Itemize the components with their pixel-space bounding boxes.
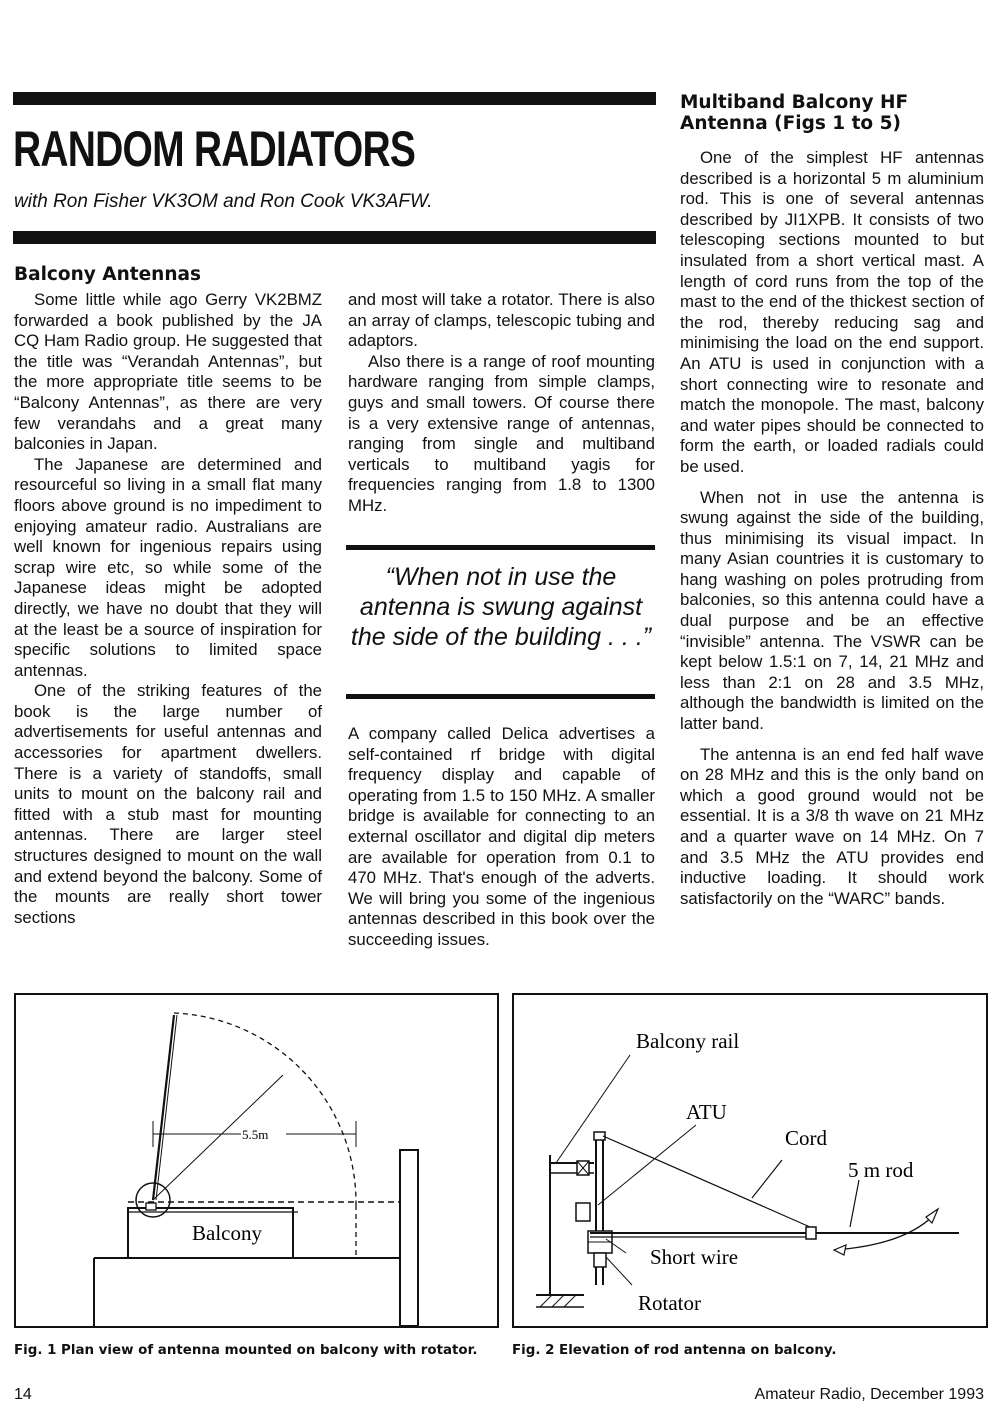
fig1-balcony-label: Balcony — [192, 1221, 262, 1245]
pull-quote: “When not in use the antenna is swung against the side of the building . . .” — [350, 563, 652, 651]
col2-paragraph-3: A company called Delica advertises a self-contained rf bridge with digital frequency display and capable of operating from 1.5 to 150 MHz. A smaller bridge is available for connecting to an external oscillator and digital dip meters are available for operation from 0.1 to 470 MHz. That's enough of the adverts. We will bring you some of the ingenious antennas described in this book over the succeeding issues. — [348, 724, 655, 949]
section-heading-balcony-antennas: Balcony Antennas — [14, 264, 201, 285]
col2-paragraph-1: and most will take a rotator. There is also an array of clamps, telescopic tubing and adaptors. — [348, 290, 655, 351]
fig2-label-balcony-rail: Balcony rail — [636, 1029, 740, 1053]
figure-2-caption: Fig. 2 Elevation of rod antenna on balcony. — [512, 1343, 837, 1358]
fig1-dimension-label: 5.5m — [242, 1127, 269, 1142]
fig2-label-rod: 5 m rod — [848, 1158, 914, 1182]
col2-paragraph-2: Also there is a range of roof mounting hardware ranging from simple clamps, guys and small towers. Of course there is a very extensive range of antennas, ranging from single and multiband verticals to multiband yagis for frequencies ranging from 1.8 to 1300 MHz. — [348, 351, 655, 515]
quote-top-rule — [346, 545, 655, 550]
figure-2-drawing — [514, 995, 986, 1326]
column-2-bottom — [348, 724, 655, 951]
fig2-label-atu: ATU — [686, 1100, 727, 1124]
fig2-label-rotator: Rotator — [638, 1291, 701, 1315]
section-heading-multiband: Multiband Balcony HF Antenna (Figs 1 to 5) — [680, 92, 909, 134]
top-rule — [13, 92, 656, 105]
column-3 — [680, 148, 984, 909]
fig2-label-short-wire: Short wire — [650, 1245, 739, 1269]
column-1 — [14, 290, 322, 928]
col1-paragraph-2: The Japanese are determined and resourceful so living in a small flat many floors above ground is no impediment to enjoying amateur radio. Australians are well known for ingenious repairs using scrap wire etc, so while some of the Japanese ideas might be adopted directly, we have no doubt that they will at the least be a source of inspiration for specific solutions to limited space antennas. — [14, 454, 322, 680]
col1-paragraph-1: Some little while ago Gerry VK2BMZ forwarded a book published by the JA CQ Ham Radio group. He suggested that the title was “Verandah Antennas”, but the more appropriate title seems to be “Balcony Antennas”, as there are very few verandahs and a great many balconies in Japan. — [14, 290, 322, 454]
col1-paragraph-3: One of the striking features of the book is the large number of advertisements for useful antennas and accessories for apartment dwellers. There is a variety of standoffs, small units to mount on the balcony rail and fitted with a stub mast for mounting antennas. There are larger steel structures designed to mount on the wall and extend beyond the balcony. Some of the mounts are really short tower sections — [14, 681, 322, 927]
col3-paragraph-1: One of the simplest HF antennas described is a horizontal 5 m aluminium rod. This is one of several antennas described by JI1XPB. It consists of two telescoping sections mounted to but insulated from a short vertical mast. A length of cord runs from the top of the mast to the end of the thickest section of the rod, thereby reducing sag and minimising the load on the end support. An ATU is used in conjunction with a short connecting wire to resonate and match the monopole. The mast, balcony and water pipes should be connected to form the earth, or loaded radials could be used. — [680, 148, 984, 476]
publication-footer: Amateur Radio, December 1993 — [754, 1386, 984, 1403]
figure-1-drawing — [16, 995, 497, 1326]
fig2-label-cord: Cord — [785, 1126, 827, 1150]
page-number: 14 — [14, 1386, 32, 1403]
col3-paragraph-2: When not in use the antenna is swung against the side of the building, thus minimising its visual impact. In many Asian countries it is customary to hang washing on poles protruding from balconies, so this antenna could have a dual purpose and be an effective “invisible” antenna. The VSWR can be kept below 1.5:1 on 7, 14, 21 MHz and less than 2:1 on 28 and 3.5 MHz, although the bandwidth is limited on the latter band. — [680, 487, 984, 734]
byline-rule — [13, 231, 656, 244]
column-2-top — [348, 290, 655, 517]
byline: with Ron Fisher VK3OM and Ron Cook VK3AFW. — [14, 191, 433, 212]
figure-2 — [512, 993, 988, 1328]
quote-bottom-rule — [346, 694, 655, 699]
page-title: RANDOM RADIATORS — [13, 121, 416, 177]
figure-1 — [14, 993, 499, 1328]
col3-paragraph-3: The antenna is an end fed half wave on 28 MHz and this is the only band on which a good ground would not be essential. It is a 3/8 th wave on 21 MHz and a quarter wave on 14 MHz. On 7 and 3.5 MHz the ATU provides end inductive loading. It should work satisfactorily on the “WARC” bands. — [680, 744, 984, 908]
figure-1-caption: Fig. 1 Plan view of antenna mounted on balcony with rotator. — [14, 1343, 478, 1358]
